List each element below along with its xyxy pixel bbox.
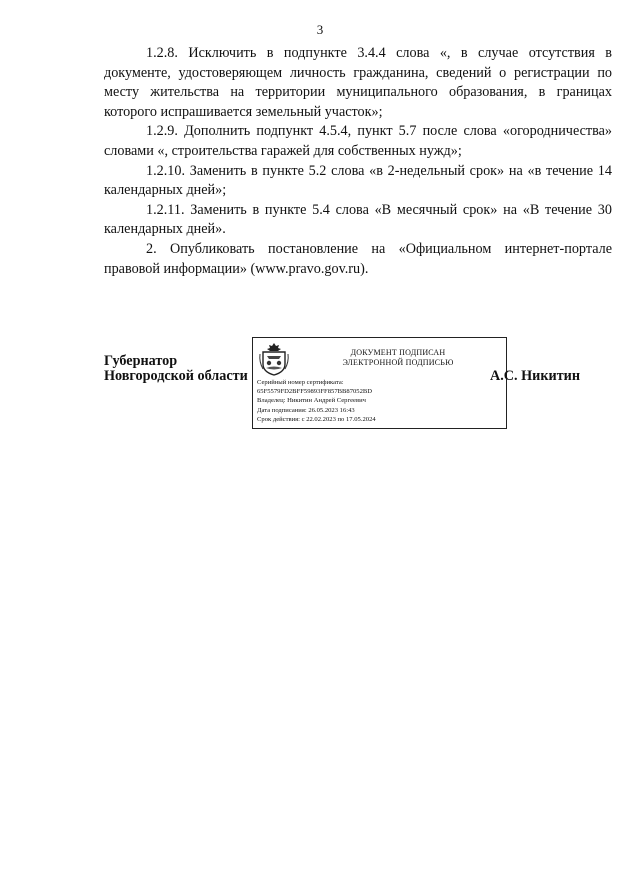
stamp-validity: Срок действия: с 22.02.2023 по 17.05.2024 — [257, 415, 376, 423]
novgorod-coat-of-arms-icon — [258, 342, 290, 376]
stamp-owner: Владелец: Никитин Андрей Сергеевич — [257, 397, 366, 405]
page-number: 3 — [316, 22, 324, 37]
paragraph-1-2-8: 1.2.8. Исключить в подпункте 3.4.4 слова «, в случае отсутствия в документе, удостоверяющем личность гражданина, сведений о регистрации по месту жительства на территории муниципального образования, в границах которого испрашивается земельный участок»; — [104, 45, 612, 120]
stamp-signed-date: Дата подписания: 26.05.2023 16:43 — [257, 406, 355, 414]
signatory-name: А.С. Никитин — [490, 368, 581, 384]
paragraph-2: 2. Опубликовать постановление на «Официальном интернет-портале правовой информации» (www.pravo.gov.ru). — [104, 240, 612, 277]
paragraph-1-2-11: 1.2.11. Заменить в пункте 5.4 слова «В месячный срок» на «В течение 30 календарных дней». — [104, 201, 612, 238]
signatory-position-line-1: Губернатор — [104, 353, 178, 369]
stamp-heading-line-1: ДОКУМЕНТ ПОДПИСАН — [350, 348, 446, 357]
electronic-signature-stamp — [252, 337, 507, 429]
paragraph-1-2-10: 1.2.10. Заменить в пункте 5.2 слова «в 2-недельный срок» на «в течение 14 календарных дней»; — [104, 162, 612, 199]
document-body — [104, 44, 612, 279]
signatory-position — [104, 354, 248, 384]
stamp-heading — [293, 348, 503, 368]
paragraph-1-2-9: 1.2.9. Дополнить подпункт 4.5.4, пункт 5.7 после слова «огородничества» словами «, строительства гаражей для собственных нужд»; — [104, 123, 612, 159]
signatory-position-line-2: Новгородской области — [104, 368, 248, 384]
stamp-heading-line-2: ЭЛЕКТРОННОЙ ПОДПИСЬЮ — [342, 358, 454, 367]
stamp-serial-value: 65F5579FD2BFF59893FF857BB87052BD — [257, 388, 373, 396]
stamp-serial-label: Серийный номер сертификата: — [257, 379, 344, 386]
stamp-details — [257, 378, 376, 424]
